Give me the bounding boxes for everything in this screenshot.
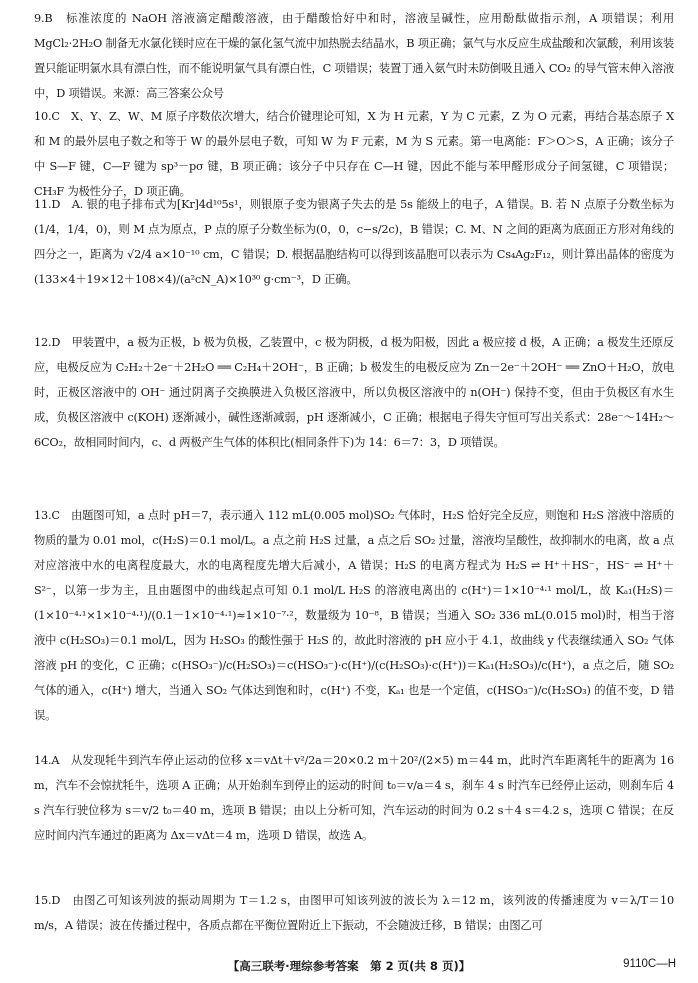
answer-text: 10.C X、Y、Z、W、M 原子序数依次增大，结合价键理论可知，X 为 H 元素，Y 为 C 元素，Z 为 O 元素，再结合基态原子 X 和 M 的最外层电子数之和等于 W 的最外层电子数，可知 W 为 F 元素，M 为 S 元素。第一电离能：F＞O＞S，A 正确；该分子中 S—F 键，C—F 键为 sp³－pσ 键，B 项正确；该分子中只存在 C—H 键，因此不能与苯甲醛形成分子间氢键，C 项错误；CH₃F 为极性分子，D 项正确。 [34,110,674,198]
answer-text: 12.D 甲装置中，a 极为正极，b 极为负极，乙装置中，c 极为阴极，d 极为阳极，因此 a 极应接 d 极，A 正确；a 极发生还原反应，电极反应为 C₂H₂＋2e⁻＋2H₂O ══ C₂H₄＋2OH⁻，B 正确；b 极发生的电极反应为 Zn－2e⁻＋2OH⁻ ══ ZnO＋H₂O，放电时，正极区溶液中的 OH⁻ 通过阴离子交换膜进入负极区溶液中，所以负极区溶液中的 n(OH⁻) 保持不变，但由于负极区有水生成，负极区溶液中 c(KOH) 逐渐减小，碱性逐渐减弱，pH 逐渐减小，C 正确；根据电子得失守恒可写出关系式：28e⁻～14H₂～6CO₂，故相同时间内，c、d 两极产生气体的体积比(相同条件下)为 14：6＝7：3，D 项错误。 [34,336,674,449]
answer-text: 13.C 由题图可知，a 点时 pH＝7，表示通入 112 mL(0.005 mol)SO₂ 气体时，H₂S 恰好完全反应，则饱和 H₂S 溶液中溶质的物质的量为 0.01 mol，c(H₂S)＝0.1 mol/L。a 点之前 H₂S 过量，a 点之后 SO₂ 过量，溶液均呈酸性，故抑制水的电离，故 a 点对应溶液中水的电离程度最大，水的电离程度先增大后减小，A 错误；H₂S 的电离方程式为 H₂S ⇌ H⁺＋HS⁻，HS⁻ ⇌ H⁺＋S²⁻，以第一步为主，且由题图中的曲线起点可知 0.1 mol/L H₂S 的溶液电离出的 c(H⁺)＝1×10⁻⁴·¹ mol/L，故 Kₐ₁(H₂S)＝(1×10⁻⁴·¹×1×10⁻⁴·¹)/(0.1－1×10⁻⁴·¹)≈1×10⁻⁷·²，数量级为 10⁻⁸，B 错误；当通入 SO₂ 336 mL(0.015 mol)时，相当于溶液中 c(H₂SO₃)＝0.1 mol/L，因为 H₂SO₃ 的酸性强于 H₂S 的，故此时溶液的 pH 应小于 4.1，故曲线 y 代表继续通入 SO₂ 气体溶液 pH 的变化，C 正确；c(HSO₃⁻)/c(H₂SO₃)＝c(HSO₃⁻)·c(H⁺)/(c(H₂SO₃)·c(H⁺))＝Kₐ₁(H₂SO₃)/c(H⁺)，a 点之后，随 SO₂ 气体的通入，c(H⁺) 增大，当通入 SO₂ 气体达到饱和时，c(H⁺) 不变，Kₐ₁ 也是一个定值，c(HSO₃⁻)/c(H₂SO₃) 的值不变，D 错误。 [34,509,674,722]
answer-item-13 [34,503,674,728]
answer-text: 14.A 从发现牦牛到汽车停止运动的位移 x＝vΔt＋v²/2a＝20×0.2 m＋20²/(2×5) m＝44 m，此时汽车距离牦牛的距离为 16 m，汽车不会惊扰牦牛，选项 A 正确；从开始刹车到停止的运动的时间 t₀＝v/a＝4 s，刹车 4 s 时汽车已经停止运动，则刹车后 4 s 汽车行驶位移为 s＝v/2 t₀＝40 m，选项 B 错误；由以上分析可知，汽车运动的时间为 0.2 s＋4 s＝4.2 s，选项 C 错误；在反应时间内汽车通过的距离为 Δx＝vΔt＝4 m，选项 D 错误，故选 A。 [34,754,674,842]
footer-code: 9110C—H [623,958,676,970]
answer-text: 15.D 由图乙可知该列波的振动周期为 T＝1.2 s，由图甲可知该列波的波长为 λ＝12 m，该列波的传播速度为 v＝λ/T＝10 m/s，A 错误；波在传播过程中，各质点都在平衡位置附近上下振动，不会随波迁移，B 错误；由图乙可 [34,894,674,932]
answer-item-10 [34,104,674,204]
answer-item-15 [34,888,674,938]
footer-title: 【高三联考·理综参考答案 第 2 页(共 8 页)】 [227,959,471,973]
answer-item-12 [34,330,674,455]
answer-text: 11.D A. 银的电子排布式为[Kr]4d¹⁰5s¹，则银原子变为银离子失去的是 5s 能级上的电子，A 错误。B. 若 N 点原子分数坐标为(1/4，1/4，0)，则 M 点为原点，P 点的原子分数坐标为(0，0，c−s/2c)，B 错误；C. M、N 之间的距离为底面正方形对角线的四分之一，距离为 √2/4 a×10⁻¹⁰ cm，C 错误；D. 根据晶胞结构可以得到该晶胞可以表示为 Cs₄Ag₂F₁₂，则计算出晶体的密度为 (133×4＋19×12＋108×4)/(a²cN_A)×10³⁰ g·cm⁻³，D 正确。 [34,198,674,286]
answer-item-14 [34,748,674,848]
answer-item-9 [34,6,674,106]
answer-item-11 [34,192,674,292]
answer-text: 9.B 标准浓度的 NaOH 溶液滴定醋酸溶液，由于醋酸恰好中和时，溶液呈碱性，应用酚酞做指示剂，A 项错误；利用 MgCl₂·2H₂O 制备无水氯化镁时应在干燥的氯化氢气流中加热脱去结晶水，B 项正确；氯气与水反应生成盐酸和次氯酸，利用该装置只能证明氯水具有漂白性，而不能说明氯气具有漂白性，C 项错误；装置丁通入氨气时未防倒吸且通入 CO₂ 的导气管末伸入溶液中，D 项错误。来源：高三答案公众号 [34,12,674,100]
